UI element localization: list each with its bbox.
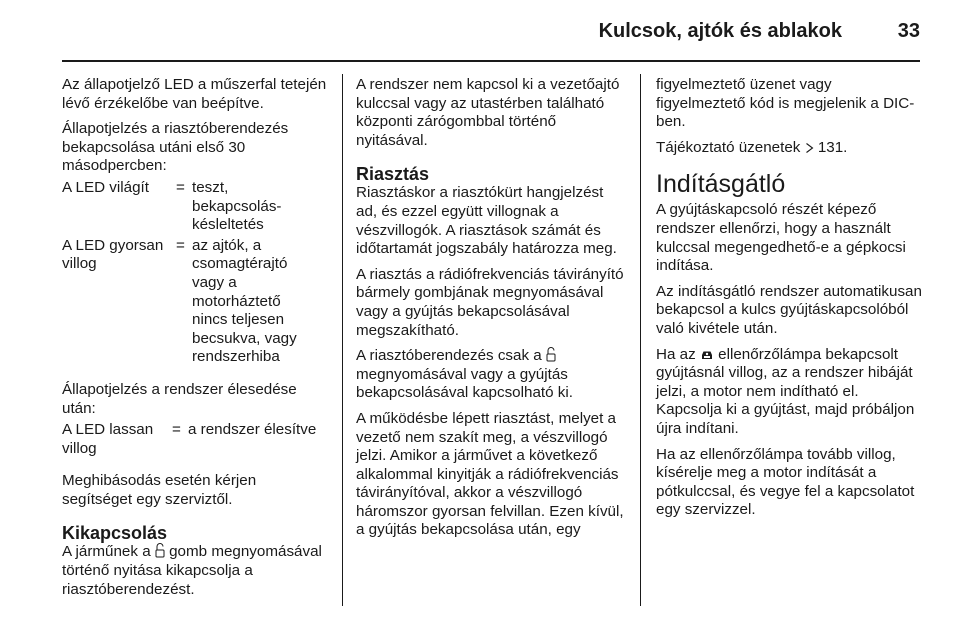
immobiliser-warning-lamp-icon: [700, 349, 714, 361]
unlock-padlock-icon: [155, 543, 165, 558]
paragraph: A riasztás a rádiófrekvenciás távirányító bármely gombjának megnyomásával vagy a gyújtás bekapcsolásával megszakítható.: [356, 265, 624, 339]
table-cell-equals: =: [172, 421, 181, 439]
column-divider-2: [640, 74, 641, 606]
table-cell-label: A LED világít: [62, 178, 149, 196]
text-fragment: A járműnek a: [62, 543, 151, 561]
section-heading-riasztas: Riasztás: [356, 164, 430, 185]
paragraph: Az állapotjelző LED a műszerfal tetején lévő érzékelőbe van beépítve.: [62, 76, 327, 112]
paragraph: Állapotjelzés a rendszer élesedése után:: [62, 380, 297, 417]
paragraph: [356, 347, 626, 403]
paragraph: [62, 543, 330, 599]
paragraph: A gyújtáskapcsoló részét képező rendszer ellenőrzi, hogy a használt kulccsal megengedhető-e a gépkocsi indítása.: [656, 201, 906, 275]
paragraph: A működésbe lépett riasztást, melyet a vezető nem szakít meg, a vészvillogó jelzi. Amikor a járművet a következő alkalommal kinyitják a rádiófrekvenciás távirányítóval, akkor a vészvillogó háromszor gyorsan felvillan. Ezen kívül, a gyújtás bekapcsolása után, egy: [356, 409, 624, 539]
table-cell-value: teszt, bekapcsolás-késleltetés: [192, 178, 282, 234]
unlock-padlock-icon: [546, 347, 556, 362]
text-fragment: Tájékoztató üzenetek: [656, 138, 801, 156]
paragraph: figyelmeztető üzenet vagy figyelmeztető kód is megjelenik a DIC-ben.: [656, 76, 915, 131]
column-3: [656, 76, 922, 527]
page-header: [62, 20, 920, 60]
table-cell-value: az ajtók, a csomagtérajtó vagy a motorháztető nincs teljesen becsukva, vagy rendszerhiba: [192, 236, 297, 366]
page-number: 33: [897, 20, 920, 42]
column-2: [356, 76, 626, 547]
page-title: Kulcsok, ajtók és ablakok: [598, 20, 842, 42]
table-cell-equals: =: [176, 236, 185, 254]
status-table-1: [62, 179, 330, 367]
page-reference-arrow-icon: [805, 142, 814, 154]
text-fragment: A riasztóberendezés csak a: [356, 347, 542, 365]
paragraph: Állapotjelzés a riasztóberendezés bekapcsolása utáni első 30 másodpercben:: [62, 120, 289, 175]
text-fragment: Ha az: [656, 345, 696, 363]
table-cell-value: a rendszer élesítve: [188, 421, 317, 439]
paragraph: [656, 139, 922, 158]
paragraph: [656, 346, 922, 439]
header-rule: [62, 60, 920, 62]
page-reference: 131.: [817, 138, 848, 156]
table-row: [62, 179, 330, 235]
paragraph: Ha az ellenőrzőlámpa tovább villog, kísérelje meg a motor indítását a pótkulccsal, és vegye fel a kapcsolatot egy szervizzel.: [656, 445, 915, 519]
section-heading-kikapcsolas: Kikapcsolás: [62, 523, 168, 544]
paragraph: A rendszer nem kapcsol ki a vezetőajtó kulccsal vagy az utastérben található központi zárógombbal történő nyitásával.: [356, 76, 620, 149]
paragraph: Meghibásodás esetén kérjen segítséget egy szerviztől.: [62, 472, 257, 508]
table-cell-equals: =: [176, 178, 185, 196]
text-fragment: gomb megnyomásával történő nyitása kikapcsolja a riasztóberendezést.: [62, 543, 322, 598]
column-divider-1: [342, 74, 343, 606]
paragraph: Az indításgátló rendszer automatikusan bekapcsol a kulcs gyújtáskapcsolóból való kivétele után.: [656, 282, 922, 337]
text-fragment: ellenőrzőlámpa bekapcsolt gyújtásnál villog, az a rendszer hibáját jelzi, a motor nem indítható el. Kapcsolja ki a gyújtást, majd próbáljon újra indítani.: [656, 345, 915, 437]
section-heading-inditasgatlo: Indításgátló: [656, 170, 786, 199]
column-1: [62, 76, 330, 606]
table-cell-label: A LED gyorsan villog: [62, 236, 164, 273]
table-row: [62, 421, 330, 458]
text-fragment: megnyomásával vagy a gyújtás bekapcsolásával kapcsolható ki.: [356, 365, 573, 402]
status-table-2: [62, 421, 330, 458]
paragraph: Riasztáskor a riasztókürt hangjelzést ad, és ezzel együtt villognak a vészvillogók. A riasztások számát és időtartamát jogszabály határozza meg.: [356, 184, 617, 258]
table-cell-label: A LED lassan villog: [62, 421, 154, 457]
table-row: [62, 237, 330, 367]
